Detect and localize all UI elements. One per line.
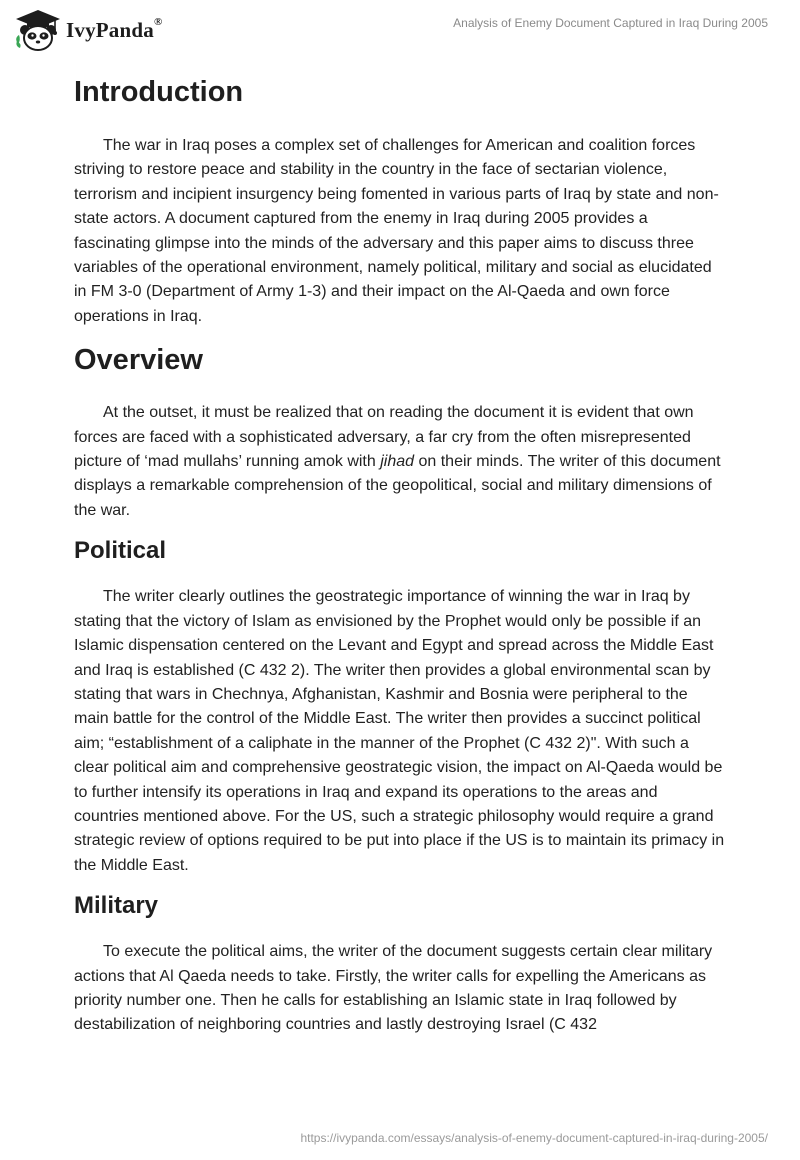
paragraph-military: To execute the political aims, the writer of the document suggests certain clear military actions that Al Qaeda needs to take. Firstly, the writer calls for expelling the Americans as priority number one. Then he calls for establishing an Islamic state in Iraq followed by destabilization of neighboring countries and lastly destroying Israel (C 432: [74, 943, 713, 1034]
paragraph-overview: [74, 401, 726, 523]
overview-text-after: on their minds. The writer of this document displays a remarkable comprehension of the geopolitical, social and military dimensions of the war.: [74, 453, 721, 519]
heading-political: Political: [74, 537, 167, 565]
document-title: Analysis of Enemy Document Captured in Iraq During 2005: [453, 16, 768, 30]
overview-italic-jihad: jihad: [380, 453, 415, 471]
registered-mark: ®: [153, 15, 163, 28]
ivypanda-logo[interactable]: [14, 8, 162, 52]
essay-content: [74, 70, 726, 1038]
page-header: [0, 0, 800, 62]
heading-introduction: Introduction: [74, 76, 244, 108]
overview-text-before: At the outset, it must be realized that on reading the document it is evident that own forces are faced with a sophisticated adversary, a far cry from the often misrepresented picture of ‘mad mullahs’ running amok with: [74, 404, 694, 471]
paragraph-introduction: The war in Iraq poses a complex set of challenges for American and coalition forces striving to restore peace and stability in the country in the face of sectarian violence, terrorism and incipient insurgency being fomented in various parts of Iraq by state and non-state actors. A document captured from the enemy in Iraq during 2005 provides a fascinating glimpse into the minds of the adversary and this paper aims to discuss three variables of the operational environment, namely political, military and social as elucidated in FM 3-0 (Department of Army 1-3) and their impact on the Al-Qaeda and own force operations in Iraq.: [74, 137, 719, 325]
panda-graduate-icon: [14, 8, 62, 52]
footer-url[interactable]: https://ivypanda.com/essays/analysis-of-enemy-document-captured-in-iraq-during-2005/: [300, 1131, 768, 1145]
paragraph-political: The writer clearly outlines the geostrategic importance of winning the war in Iraq by stating that the victory of Islam as envisioned by the Prophet would only be possible if an Islamic dispensation centered on the Levant and Egypt and spread across the Middle East and Iraq is established (C 432 2). The writer then provides a global environmental scan by stating that wars in Chechnya, Afghanistan, Kashmir and Bosnia were peripheral to the main battle for the control of the Middle East. The writer then provides a succinct political aim; “establishment of a caliphate in the manner of the Prophet (C 432 2)". With such a clear political aim and comprehensive geostrategic vision, the impact on Al-Qaeda would be to further intensify its operations in Iraq and expand its operations to the areas and countries mentioned above. For the US, such a strategic philosophy would require a grand strategic review of options required to be put into place if the US is to maintain its primacy in the Middle East.: [74, 588, 725, 874]
logo-wordmark: IvyPanda®: [66, 15, 163, 42]
heading-overview: Overview: [74, 344, 203, 377]
heading-military: Military: [74, 892, 159, 920]
